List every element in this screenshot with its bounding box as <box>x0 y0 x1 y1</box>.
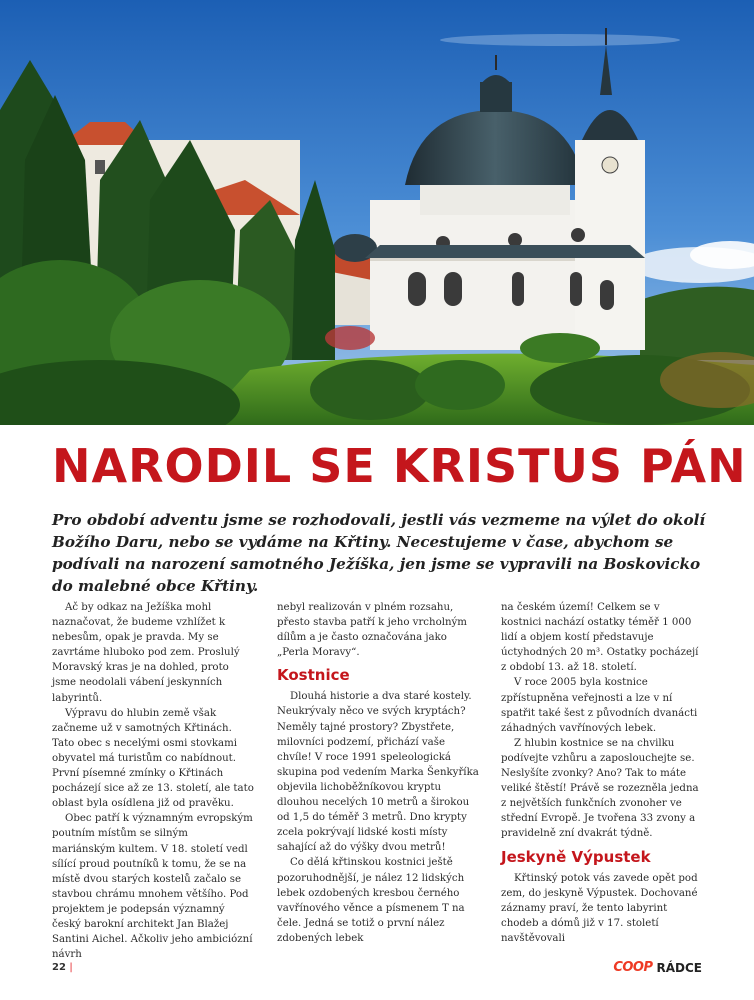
paragraph: nebyl realizován v plném rozsahu, přesto stavba patří k jeho vrcholným dílům a je často označována jako „Perla Moravy“. <box>277 602 467 659</box>
page-number-value: 22 <box>52 962 66 973</box>
section-heading-kostnice: Kostnice <box>277 666 350 685</box>
text-column-1 <box>52 600 254 962</box>
paragraph: Výpravu do hlubin země však začneme už v samotných Křtinách. Tato obec s necelými osmi stovkami obyvatel má turistům co nabídnout. První písemné zmínky o Křtinách pocházejí sice až ze 13. století, ale tato oblast byla osídlena již od pravěku. <box>52 707 254 810</box>
text-column-2 <box>277 600 479 946</box>
paragraph: Dlouhá historie a dva staré kostely. Neukrývaly něco ve svých kryptách? Neměly tajné prostory? Zbystřete, milovníci podzemí, přichází vaše chvíle! V roce 1991 speleologická skupina pod vedením Marka Šenkyříka objevila lichoběžníkovou kryptu dlouhou necelých 10 metrů a širokou od 1,5 do téměř 3 metrů. Dno krypty zcela pokrývají lidské kosti místy sahající až do výšky dvou metrů! <box>277 691 479 854</box>
radce-logo-text: RÁDCE <box>656 960 702 975</box>
brand-logo <box>613 960 702 975</box>
paragraph: Obec patří k významným evropským poutním místům se silným mariánským kultem. V 18. století vedl sílící proud poutníků k tomu, že se na místě dvou starých kostelů začalo se stavbou chrámu mnohem většího. Pod projektem je podepsán významný český barokní architekt Jan Blažej Santini Aichel. Ačkoliv jeho ambiciózní návrh <box>52 813 253 961</box>
paragraph: Co dělá křtinskou kostnici ještě pozoruhodnější, je nález 12 lidských lebek ozdobených kresbou černého vavřínového věnce a písmenem T na čele. Jedná se totiž o první nález zdobených lebek <box>277 857 465 944</box>
paragraph: Křtinský potok vás zavede opět pod zem, do jeskyně Výpustek. Dochované záznamy praví, že tento labyrint chodeb a dómů již v 17. století navštěvovali <box>501 872 698 944</box>
header-photo <box>0 0 754 425</box>
text-column-3 <box>501 600 703 946</box>
paragraph: Ač by odkaz na Ježíška mohl naznačovat, že budeme vzhlížet k nebesům, opak je pravda. My se zavrtáme hluboko pod zem. Proslulý Moravský kras je na dohled, proto jsme neodolali vábení jeskynních labyrintů. <box>52 602 240 704</box>
page-separator: | <box>69 962 73 973</box>
section-heading-jeskyne-vypustek: Jeskyně Výpustek <box>501 847 651 866</box>
paragraph: na českém území! Celkem se v kostnici nachází ostatky téměř 1 000 lidí a objem kostí představuje úctyhodných 20 m³. Ostatky pocházejí z období 13. až 18. století. <box>501 602 699 674</box>
paragraph: V roce 2005 byla kostnice zpřístupněna veřejnosti a lze v ní spatřit také šest z původních dvanácti záhadných vavřínových lebek. <box>501 677 698 734</box>
church-landscape-image <box>0 0 754 425</box>
article-lead: Pro období adventu jsme se rozhodovali, jestli vás vezmeme na výlet do okolí Božího Daru, nebo se vydáme na Křtiny. Necestujeme v čase, abychom se podívali na narození samotného Ježíška, jen jsme se vypravili na Boskovicko do malebné obce Křtiny. <box>52 511 706 595</box>
paragraph: Z hlubin kostnice se na chvilku podívejte vzhůru a zaposlouchejte se. Neslyšíte zvonky? Ano? Tak to máte veliké štěstí! Právě se rozezněla jedna z největších funkčních zvonoher ve střední Evropě. Je tvořena 33 zvony a pravidelně zní dvakrát týdně. <box>501 737 699 840</box>
article-title: NARODIL SE KRISTUS PÁN <box>52 439 747 493</box>
coop-logo-text: COOP <box>613 960 653 975</box>
page-number <box>52 962 73 973</box>
